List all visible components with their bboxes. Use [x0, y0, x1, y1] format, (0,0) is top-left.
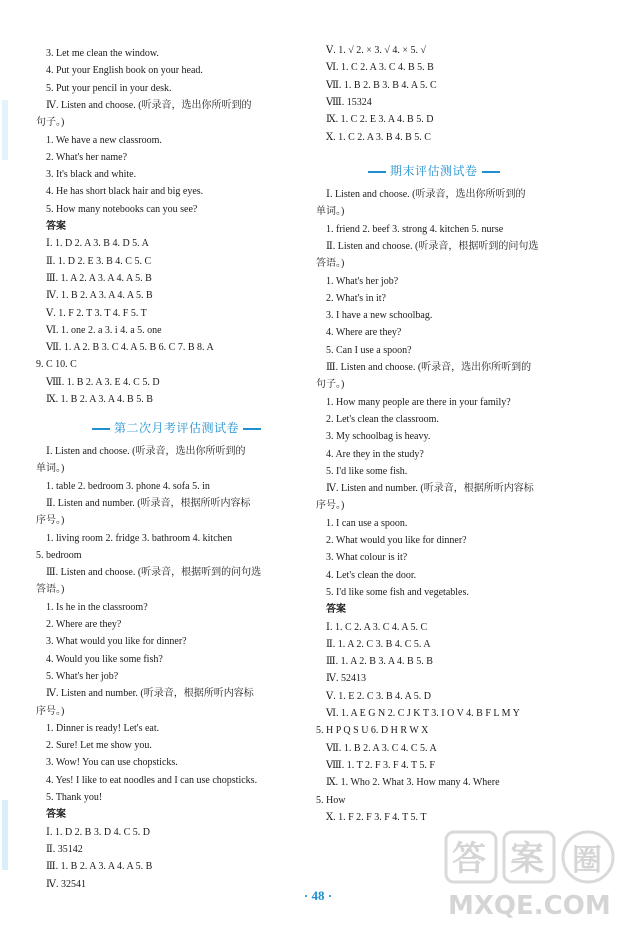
text-line: 序号。) — [36, 515, 65, 527]
answer-heading: 答案 — [46, 221, 66, 232]
text-line: 4. Yes! I like to eat noodles and I can use chopsticks. — [46, 774, 258, 786]
text-line: 5. I'd like some fish. — [326, 465, 408, 477]
text-line: 5. H P Q S U 6. D H R W X — [316, 725, 429, 737]
text-line: 1. We have a new classroom. — [46, 134, 162, 146]
text-line: 4. Are they in the study? — [326, 448, 424, 460]
text-line: 句子。) — [316, 379, 345, 391]
text-line: Ⅳ. 1. B 2. A 3. A 4. A 5. B — [46, 290, 153, 302]
text-line: Ⅱ. 35142 — [46, 843, 83, 855]
text-line: Ⅲ. Listen and choose. (听录音，选出你所听到的 — [326, 362, 532, 373]
page-number: · 48 · — [303, 888, 333, 903]
text-line: Ⅰ. 1. C 2. A 3. C 4. A 5. C — [326, 621, 428, 633]
text-line: Ⅳ. 32541 — [46, 878, 86, 890]
text-line: 1. How many people are there in your family? — [326, 396, 511, 408]
text-line: Ⅵ. 1. C 2. A 3. C 4. B 5. B — [326, 62, 434, 74]
text-line: Ⅷ. 15324 — [326, 96, 372, 108]
text-line: Ⅶ. 1. B 2. B 3. B 4. A 5. C — [326, 79, 437, 91]
text-line: 4. Let's clean the door. — [326, 569, 417, 581]
text-line: 答语。) — [36, 584, 65, 596]
text-line: 1. table 2. bedroom 3. phone 4. sofa 5. in — [46, 480, 210, 492]
svg-text:MXQE.COM: MXQE.COM — [448, 891, 611, 921]
text-line: Ⅰ. 1. D 2. B 3. D 4. C 5. D — [46, 826, 150, 838]
text-line: 4. He has short black hair and big eyes. — [46, 186, 204, 198]
title-bar-left — [92, 428, 110, 430]
text-line: 5. How — [316, 794, 346, 806]
text-line: 3. Wow! You can use chopsticks. — [46, 757, 178, 769]
text-line: Ⅶ. 1. A 2. B 3. C 4. A 5. B 6. C 7. B 8. A — [46, 342, 214, 354]
watermark-logo — [438, 824, 628, 924]
margin-marker-top — [2, 100, 8, 160]
section-title-text: 第二次月考评估测试卷 — [114, 421, 240, 435]
text-line: Ⅱ. Listen and choose. (听录音，根据听到的问句选 — [326, 240, 539, 252]
svg-text:圈: 圈 — [572, 843, 602, 878]
text-line: Ⅱ. Listen and number. (听录音，根据所听内容标 — [46, 497, 251, 509]
text-line: 3. My schoolbag is heavy. — [326, 431, 431, 443]
text-line: 1. living room 2. fridge 3. bathroom 4. kitchen — [46, 532, 233, 544]
text-line: 3. It's black and white. — [46, 169, 137, 181]
text-line: 句子。) — [36, 117, 65, 129]
text-line: 1. Dinner is ready! Let's eat. — [46, 722, 160, 734]
text-line: Ⅱ. 1. D 2. E 3. B 4. C 5. C — [46, 255, 152, 267]
text-line: Ⅳ. Listen and number. (听录音，根据所听内容标 — [326, 483, 534, 495]
answer-heading: 答案 — [326, 604, 346, 616]
text-line: Ⅰ. Listen and choose. (听录音，选出你所听到的 — [326, 189, 526, 200]
text-line: Ⅵ. 1. A E G N 2. C J K T 3. I O V 4. B F L M Y — [326, 708, 520, 719]
text-line: 5. bedroom — [36, 549, 82, 561]
text-line: 9. C 10. C — [36, 359, 77, 371]
text-line: Ⅷ. 1. T 2. F 3. F 4. T 5. F — [326, 759, 435, 771]
text-line: 5. Put your pencil in your desk. — [46, 82, 172, 94]
text-line: 单词。) — [316, 206, 345, 218]
svg-text:答: 答 — [452, 839, 486, 879]
title-bar-right — [243, 428, 261, 430]
text-line: Ⅳ. Listen and number. (听录音，根据所听内容标 — [46, 688, 254, 700]
text-line: 单词。) — [36, 463, 65, 475]
text-line: 5. Can I use a spoon? — [326, 344, 412, 356]
text-line: Ⅹ. 1. F 2. F 3. F 4. T 5. T — [326, 811, 427, 823]
text-line: Ⅲ. 1. A 2. A 3. A 4. A 5. B — [46, 272, 152, 284]
text-line: 5. What's her job? — [46, 670, 119, 682]
title-bar-left — [368, 171, 386, 173]
text-line: 2. Let's clean the classroom. — [326, 413, 439, 425]
text-line: 5. Thank you! — [46, 792, 103, 803]
text-line: Ⅹ. 1. C 2. A 3. B 4. B 5. C — [326, 131, 431, 143]
text-line: Ⅸ. 1. B 2. A 3. A 4. B 5. B — [46, 394, 153, 405]
text-line: Ⅵ. 1. one 2. a 3. i 4. a 5. one — [46, 324, 162, 336]
text-line: 1. What's her job? — [326, 275, 399, 287]
text-line: Ⅴ. 1. F 2. T 3. T 4. F 5. T — [46, 307, 147, 319]
text-line: Ⅶ. 1. B 2. A 3. C 4. C 5. A — [326, 742, 437, 754]
text-line: Ⅴ. 1. E 2. C 3. B 4. A 5. D — [326, 690, 432, 702]
section-title — [364, 162, 504, 179]
text-line: Ⅴ. 1. √ 2. × 3. √ 4. × 5. √ — [326, 45, 426, 56]
text-line: 4. Where are they? — [326, 327, 402, 339]
text-line: Ⅲ. 1. B 2. A 3. A 4. A 5. B — [46, 861, 153, 873]
text-line: 3. What would you like for dinner? — [46, 636, 187, 648]
text-line: 1. Is he in the classroom? — [46, 601, 148, 613]
text-line: 答语。) — [316, 258, 345, 270]
text-line: 3. Let me clean the window. — [46, 48, 159, 59]
text-line: Ⅸ. 1. Who 2. What 3. How many 4. Where — [326, 777, 500, 789]
text-line: Ⅳ. Listen and choose. (听录音，选出你所听到的 — [46, 99, 252, 111]
answer-heading: 答案 — [46, 809, 66, 821]
text-line: Ⅲ. Listen and choose. (听录音，根据听到的问句选 — [46, 567, 262, 579]
text-line: 3. I have a new schoolbag. — [326, 310, 433, 322]
margin-marker-bottom — [2, 800, 8, 870]
text-line: 2. Sure! Let me show you. — [46, 740, 152, 752]
text-line: Ⅳ. 52413 — [326, 673, 366, 685]
text-line: 3. What colour is it? — [326, 552, 408, 564]
section-title — [88, 419, 265, 436]
text-line: 2. What would you like for dinner? — [326, 535, 467, 546]
text-line: 5. I'd like some fish and vegetables. — [326, 586, 469, 598]
text-line: Ⅰ. Listen and choose. (听录音，选出你所听到的 — [46, 446, 246, 457]
text-line: Ⅰ. 1. D 2. A 3. B 4. D 5. A — [46, 238, 149, 250]
svg-text:案: 案 — [510, 839, 544, 879]
text-line: 1. I can use a spoon. — [326, 517, 408, 529]
text-line: 4. Put your English book on your head. — [46, 65, 203, 77]
text-line: 2. What's her name? — [46, 151, 128, 163]
text-line: 序号。) — [36, 705, 65, 717]
text-line: Ⅸ. 1. C 2. E 3. A 4. B 5. D — [326, 114, 434, 126]
text-line: 4. Would you like some fish? — [46, 653, 163, 665]
text-line: 5. How many notebooks can you see? — [46, 203, 198, 215]
text-line: Ⅲ. 1. A 2. B 3. A 4. B 5. B — [326, 656, 433, 668]
text-line: 1. friend 2. beef 3. strong 4. kitchen 5. nurse — [326, 223, 504, 235]
text-line: 2. Where are they? — [46, 619, 122, 630]
text-line: 2. What's in it? — [326, 292, 386, 304]
text-line: 序号。) — [316, 500, 345, 512]
title-bar-right — [482, 171, 500, 173]
section-title-text: 期末评估测试卷 — [390, 164, 478, 178]
text-line: Ⅷ. 1. B 2. A 3. E 4. C 5. D — [46, 376, 160, 388]
text-line: Ⅱ. 1. A 2. C 3. B 4. C 5. A — [326, 638, 431, 650]
